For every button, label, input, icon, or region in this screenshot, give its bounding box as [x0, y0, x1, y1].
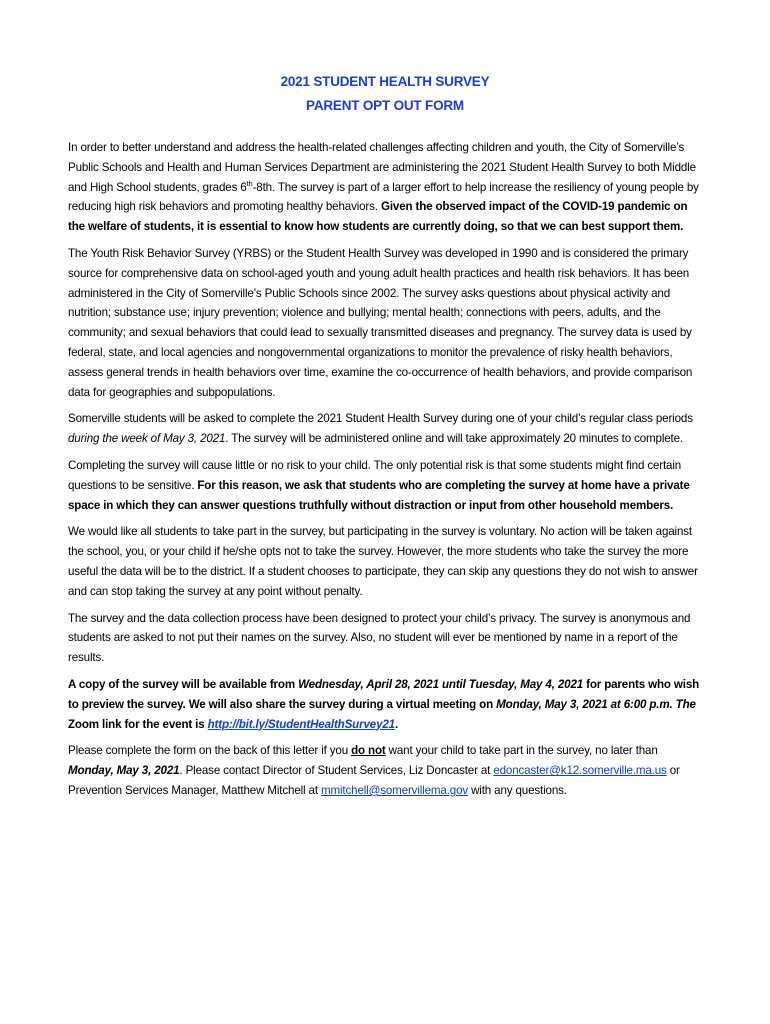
risk-bold-statement: For this reason, we ask that students who are completing the survey at home have a private space in which they can answer questions truthfully without distraction or input from other household members.	[68, 478, 690, 512]
do-not-emphasis: do not	[351, 744, 386, 758]
contact-text-e: . Please contact Director of Student Services, Liz Doncaster at	[179, 764, 494, 778]
intro-text-b: -8th. The survey is part of a larger effort to help increase the resiliency of young people by reducing high risk behaviors and promoting healthy behaviors.	[68, 180, 699, 214]
document-subtitle: PARENT OPT OUT FORM	[306, 98, 464, 113]
preview-text-e: Zoom link for the event is	[68, 717, 208, 731]
preview-dates: Wednesday, April 28, 2021 until Tuesday, May 4, 2021	[298, 677, 584, 691]
paragraph-intro	[68, 138, 704, 237]
paragraph-voluntary: We would like all students to take part in the survey, but participating in the survey is voluntary. No action will be taken against the school, you, or your child if he/she opts not to take the survey. However, the more students who take the survey the more useful the data will be to the district. If a student chooses to participate, they can skip any questions they do not wish to answer and can stop taking the survey at any point without penalty.	[68, 525, 698, 598]
paragraph-privacy: The survey and the data collection process have been designed to protect your child’s privacy. The survey is anonymous and students are asked to not put their names on the survey. Also, no student will ever be mentioned by name in a report of the results.	[68, 611, 691, 665]
preview-text-f: .	[394, 717, 399, 731]
ordinal-suffix: th	[246, 178, 253, 188]
contact-text-c: want your child to take part in the survey, no later than	[385, 744, 658, 758]
contact-text-a: Please complete the form on the back of this letter if you	[68, 744, 352, 758]
letter-body	[68, 138, 704, 808]
paragraph-risk	[68, 456, 704, 515]
paragraph-contact	[68, 741, 704, 800]
paragraph-preview	[68, 675, 704, 734]
document-title: 2021 STUDENT HEALTH SURVEY	[280, 74, 490, 89]
intro-bold-statement: Given the observed impact of the COVID-19 pandemic on the welfare of students, it is essential to know how students are currently doing, so that we can best support them.	[68, 200, 688, 234]
email-link-mitchell[interactable]: mmitchell@somervillema.gov	[320, 783, 469, 797]
paragraph-yrbs: The Youth Risk Behavior Survey (YRBS) or the Student Health Survey was developed in 1990 and is considered the primary source for comprehensive data on school-aged youth and young adult health practices and health risk behaviors. It has been administered in the City of Somerville’s Public Schools since 2002. The survey asks questions about physical activity and nutrition; substance use; injury prevention; violence and bullying; mental health; connections with peers, adults, and the community; and sexual behaviors that could lead to sexually transmitted diseases and pregnancy. The survey data is used by federal, state, and local agencies and nongovernmental organizations to monitor the prevalence of risky health behaviors, assess general trends in health behaviors over time, examine the co-occurrence of health behaviors, and provide comparison data for geographies and subpopulations.	[68, 246, 693, 399]
risk-text: Completing the survey will cause little or no risk to your child. The only potential risk is that some students might find certain questions to be sensitive.	[68, 458, 682, 492]
schedule-text-a: Somerville students will be asked to complete the 2021 Student Health Survey during one of your child’s regular class periods	[68, 412, 693, 426]
schedule-text-b: . The survey will be administered online and will take approximately 20 minutes to complete.	[225, 432, 683, 446]
contact-text-f: or Prevention Services Manager, Matthew Mitchell at	[68, 764, 680, 797]
preview-text-c: for parents who wish to preview the survey. We will also share the survey during a virtual meeting on	[68, 677, 700, 711]
paragraph-schedule	[68, 409, 704, 449]
contact-text-g: with any questions.	[468, 783, 567, 797]
meeting-datetime: Monday, May 3, 2021 at 6:00 p.m. The	[496, 697, 696, 711]
deadline-date: Monday, May 3, 2021	[68, 764, 180, 778]
schedule-week: during the week of May 3, 2021	[68, 432, 226, 446]
intro-text-a: In order to better understand and address the health-related challenges affecting children and youth, the City of Somerville’s Public Schools and Health and Human Services Department are administering the 2021 Student Health Survey to both Middle and High School students, grades 6	[68, 141, 696, 194]
email-link-doncaster[interactable]: edoncaster@k12.somerville.ma.us	[493, 764, 667, 778]
zoom-link[interactable]: http://bit.ly/StudentHealthSurvey21	[207, 717, 395, 731]
preview-text-a: A copy of the survey will be available from	[68, 677, 299, 691]
